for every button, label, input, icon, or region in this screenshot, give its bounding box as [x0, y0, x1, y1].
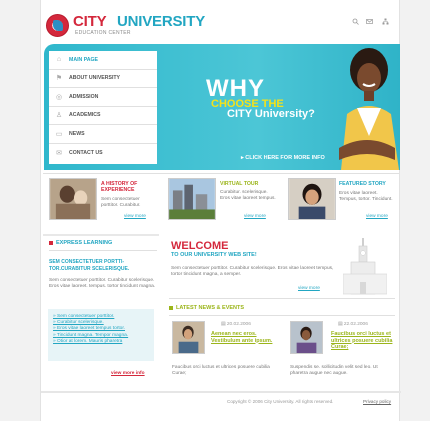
nav-item-contact[interactable] — [49, 144, 157, 163]
express-links — [53, 314, 153, 345]
nav-label: ADMISSION — [69, 93, 99, 100]
calendar-icon: ▤ — [338, 322, 344, 327]
news-date — [221, 322, 251, 327]
express-link-text: Tincidunt magna. Tempor magna. — [56, 332, 129, 338]
more-info-link[interactable] — [241, 155, 325, 161]
nav-item-main-page[interactable] — [49, 51, 157, 70]
person-icon: ♙ — [55, 112, 63, 120]
history-photo — [49, 178, 97, 220]
feature-text: Sem consectetuer porttitor. Curabitur. — [101, 197, 141, 208]
nav-item-about[interactable] — [49, 70, 157, 89]
view-more-link[interactable]: view more — [244, 214, 266, 219]
express-link[interactable]: » Curabitur scelerisque. — [53, 320, 104, 326]
arrow-right-icon: ▸ — [241, 155, 246, 161]
view-more-link[interactable]: view more — [366, 214, 388, 219]
express-link-text: Eros vitae laoreet tempus tortor. — [57, 326, 126, 332]
page — [40, 0, 400, 421]
news-date-text: 22.02.2006 — [343, 322, 368, 327]
logo-emblem[interactable] — [46, 14, 69, 37]
news-section-title — [169, 305, 244, 311]
more-info-label: CLICK HERE FOR MORE INFO — [245, 155, 325, 161]
chat-icon: ▭ — [55, 130, 63, 138]
banner-why: WHY — [206, 75, 265, 102]
feature-title: FEATURED STORY — [339, 181, 386, 187]
university-building-illustration — [343, 238, 387, 296]
footer — [41, 391, 401, 421]
nav-item-news[interactable] — [49, 125, 157, 144]
nav-label: ABOUT UNIVERSITY — [69, 75, 121, 82]
envelope-icon: ✉ — [56, 149, 62, 157]
banner-choose: CHOOSE THE — [211, 98, 284, 110]
bullet-icon — [49, 241, 53, 245]
express-link[interactable]: » Otior at lorem. Mauris pharetra — [53, 338, 123, 344]
student-photo — [333, 44, 400, 170]
copyright-text: Copyright © 2006 City University. All rights reserved. — [227, 399, 334, 404]
divider — [169, 298, 395, 299]
featured-student-photo — [288, 178, 336, 220]
privacy-policy-link[interactable]: Privacy policy — [363, 399, 392, 404]
express-link-text: Sem consectetuer porttitor. — [57, 314, 115, 319]
nav-label: ACADEMICS — [69, 112, 101, 119]
logo-subtitle: EDUCATION CENTER — [75, 30, 131, 36]
express-link[interactable]: » Sem consectetuer porttitor. — [53, 314, 115, 319]
flag-icon: ⚑ — [55, 75, 63, 83]
banner-city-question: CITY University? — [227, 108, 315, 120]
express-title-text: EXPRESS LEARNING — [56, 240, 113, 246]
divider — [49, 250, 157, 251]
view-more-link[interactable]: view more — [124, 214, 146, 219]
divider — [169, 315, 395, 316]
campus-photo — [168, 178, 216, 220]
logo-university-text[interactable]: UNIVERSITY — [117, 13, 206, 30]
express-learning-title — [49, 240, 112, 246]
view-more-info-link[interactable]: view more info — [111, 371, 145, 376]
feature-text: Eros vitae laoreet. Tempus, tortor. Tincidunt. — [339, 191, 393, 202]
news-text: Faucibus orci luctus et ultrices posuere cubilia Curae; — [172, 365, 270, 377]
nav-label: MAIN PAGE — [69, 56, 99, 63]
welcome-title: WELCOME — [171, 240, 229, 252]
express-subtitle: SEM CONSECTETUER PORTTI-TOR.CURABITUR SCELERISQUE. — [49, 259, 130, 272]
feature-title: VIRTUAL TOUR — [220, 181, 259, 187]
mail-icon[interactable] — [366, 18, 373, 25]
nav-label: NEWS — [69, 130, 85, 137]
globe-icon: ◎ — [55, 93, 63, 101]
welcome-text: Sem consectetuer porttitor. Curabitur scelerisque. Eros vitae laoreet tempus, tortor tincidunt magna, a semper. — [171, 266, 334, 278]
search-icon[interactable] — [352, 18, 359, 25]
news-date-text: 20.02.2006 — [226, 322, 251, 327]
express-link[interactable]: » Tincidunt magna. Tempor magna. — [53, 332, 129, 338]
nav-item-academics[interactable] — [49, 107, 157, 126]
express-text: Sem consectetuer porttitor. Curabitur scelerisque. Eros vitae laoreet. tempus. tortor tincidunt magna. — [49, 278, 156, 289]
news-title-text: LATEST NEWS & EVENTS — [176, 305, 245, 311]
news-headline-link[interactable]: Aenean nec eros. Vestibulum ante ipsum. — [211, 331, 273, 344]
welcome-subtitle: TO OUR UNIVERSITY WEB SITE! — [171, 252, 257, 258]
nav-label: CONTACT US — [69, 149, 103, 156]
news-date — [338, 322, 368, 327]
main-nav — [49, 51, 157, 164]
bullet-icon — [169, 306, 173, 310]
home-icon: ⌂ — [56, 56, 62, 64]
sitemap-icon[interactable] — [382, 18, 389, 25]
divider — [43, 173, 399, 174]
view-more-link[interactable]: view more — [298, 286, 320, 291]
news-headline-link[interactable]: Faucibus orci luctus et ultrices posuere cubilia Curae; — [331, 331, 393, 350]
news-photo — [290, 321, 323, 354]
express-link-text: Otior at lorem. Mauris pharetra — [57, 338, 123, 344]
feature-title: A HISTORY OF EXPERIENCE — [101, 181, 138, 193]
nav-item-admission[interactable] — [49, 88, 157, 107]
express-link-text: Curabitur scelerisque. — [57, 320, 104, 326]
feature-text: Curabitur. scelerisque. Eros vitae laoreet tempus. — [220, 190, 276, 201]
news-photo — [172, 321, 205, 354]
express-link[interactable]: » Eros vitae laoreet tempus tortor. — [53, 326, 126, 332]
logo-city-text[interactable]: CITY — [73, 13, 107, 30]
calendar-icon: ▤ — [221, 322, 227, 327]
news-text: Suspendis se. sollicitudin velit sed leo. Ut pharetra augue nec augue. — [290, 365, 378, 377]
